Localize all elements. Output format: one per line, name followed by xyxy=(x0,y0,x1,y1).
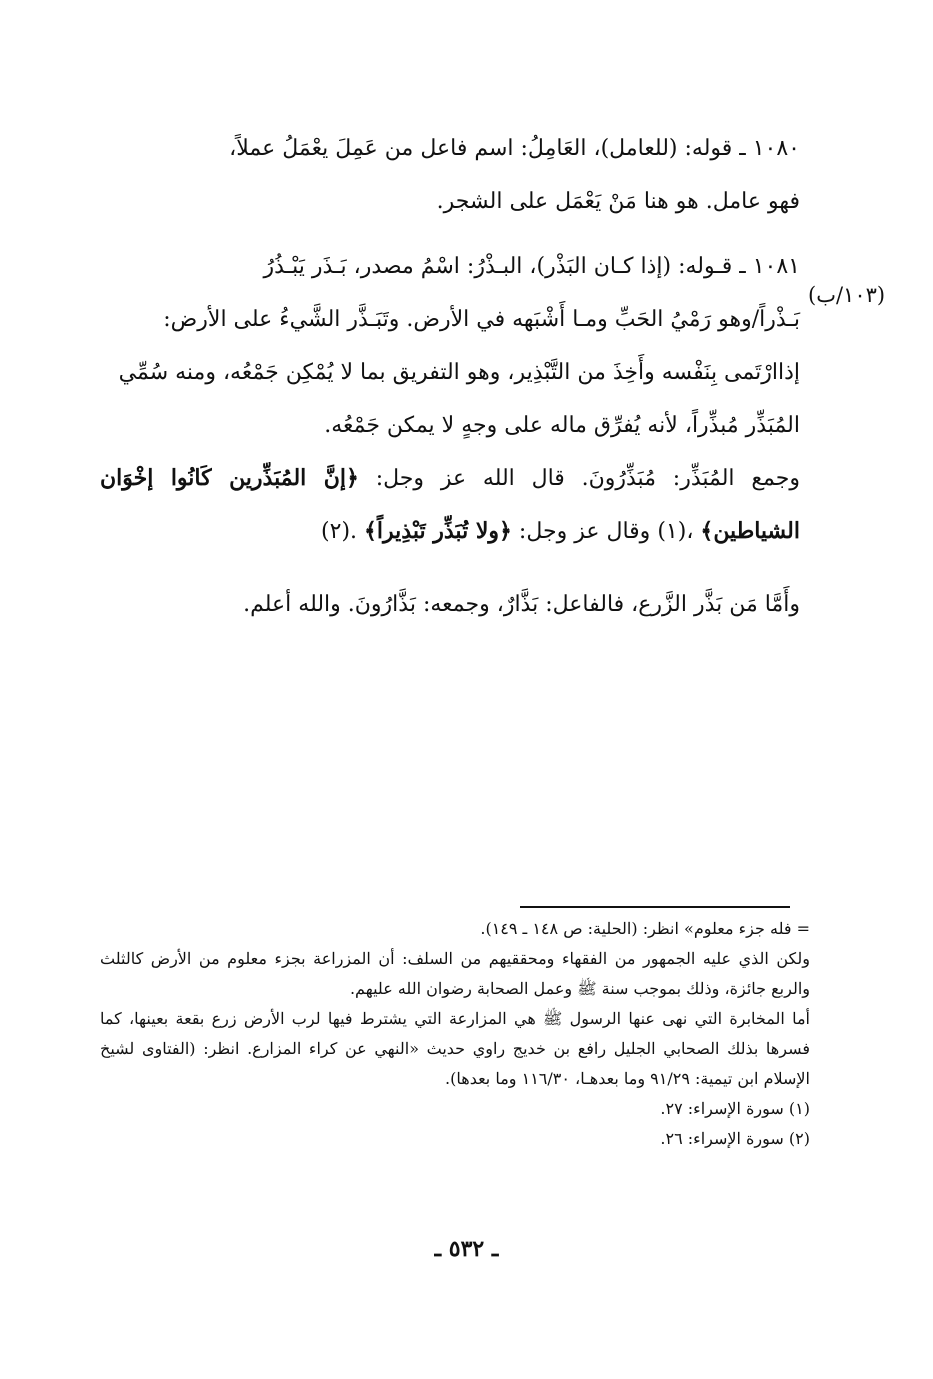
footnote-2: (٢) سورة الإسراء: ٢٦. xyxy=(660,1129,810,1148)
entry-1081-line-3: إذاارْتَمى بِنَفْسه وأَخِذَ من التَّبْذِير، وهو التفريق بما لا يُمْكِن جَمْعُه، ومنه سُمِّي xyxy=(118,360,800,385)
entry-1081-line-4: المُبَذِّر مُبذِّراً، لأنه يُفرِّق ماله على وجهٍ لا يمكن جَمْعُه. xyxy=(324,413,800,438)
footnote-1: (١) سورة الإسراء: ٢٧. xyxy=(660,1099,810,1118)
footnote-continuation: = فله جزء معلوم» انظر: (الحلية: ص ١٤٨ ـ ١٤٩). xyxy=(480,919,810,938)
margin-folio-note: (١٠٣/ب) xyxy=(808,283,886,307)
entry-1080-line-1: ١٠٨٠ ـ قوله: (للعامل)، العَامِلُ: اسم فاعل من عَمِلَ يعْمَلُ عملاً، xyxy=(229,136,800,161)
entry-1081-line-1: ١٠٨١ ـ قـوله: (إذا كـان البَذْر)، البـذْرُ: اسْمُ مصدر، بَـذَر يَبْـذُرُ xyxy=(263,254,800,279)
footnote-ref-2: .(٢) xyxy=(321,519,358,544)
plural-mid: وقال عز وجل: xyxy=(518,519,651,544)
footnote-paragraph: أما المخابرة التي نهى عنها الرسول ﷺ هي المزارعة التي يشترط فيها لرب الأرض زرع بقعة بعينها، كما فسرها بذلك الصحابي الجليل رافع بن خديج راوي حديث «النهي عن كراء المزارع. انظر: (الفتاوى لشيخ الإسلام ابن تيمية: ٩١/٢٩ وما بعدهـا، ١١٦/٣٠ وما بعدها). xyxy=(100,1009,810,1088)
entry-1081 xyxy=(100,240,800,452)
closing-paragraph xyxy=(100,578,800,631)
quran-verse-2: ﴿ولا تُبَذِّر تَبْذِيراً﴾ xyxy=(364,518,512,544)
footnote-ref-1: ،(١) xyxy=(657,519,694,544)
entry-1081-line-2: بَـذْراً/وهو رَمْيُ الحَبِّ ومـا أَشْبَهه في الأرض. وتَبَـذَّر الشَّيءُ على الأرض: xyxy=(163,307,800,332)
entry-1080 xyxy=(100,122,800,228)
plural-text xyxy=(100,452,800,558)
quran-verse-1: ﴿إنَّ المُبَذِّرين كَانُوا إخْوَان الشياطين﴾ xyxy=(100,465,800,544)
entry-1080-line-2: فهو عامل. هو هنا مَنْ يَعْمَل على الشجر. xyxy=(436,189,800,214)
plural-paragraph xyxy=(100,452,800,558)
page-number: ـ ٥٣٢ ـ xyxy=(434,1236,499,1262)
plural-lead: وجمع المُبَذِّر: مُبَذِّرُونَ. قال الله عز وجل: xyxy=(375,466,800,491)
footnotes xyxy=(100,914,810,1154)
footnote-paragraph: ولكن الذي عليه الجمهور من الفقهاء ومحققيهم من السلف: أن المزراعة بجزء معلوم من الأرض كالثلث والربع جائزة، وذلك بموجب سنة ﷺ وعمل الصحابة رضوان الله عليهم. xyxy=(100,949,810,998)
footnote-separator xyxy=(520,906,790,908)
closing-text: وأَمَّا مَن بَذَّر الزَّرع، فالفاعل: بَذَّارٌ، وجمعه: بَذَّارُونَ. والله أعلم. xyxy=(243,592,800,617)
